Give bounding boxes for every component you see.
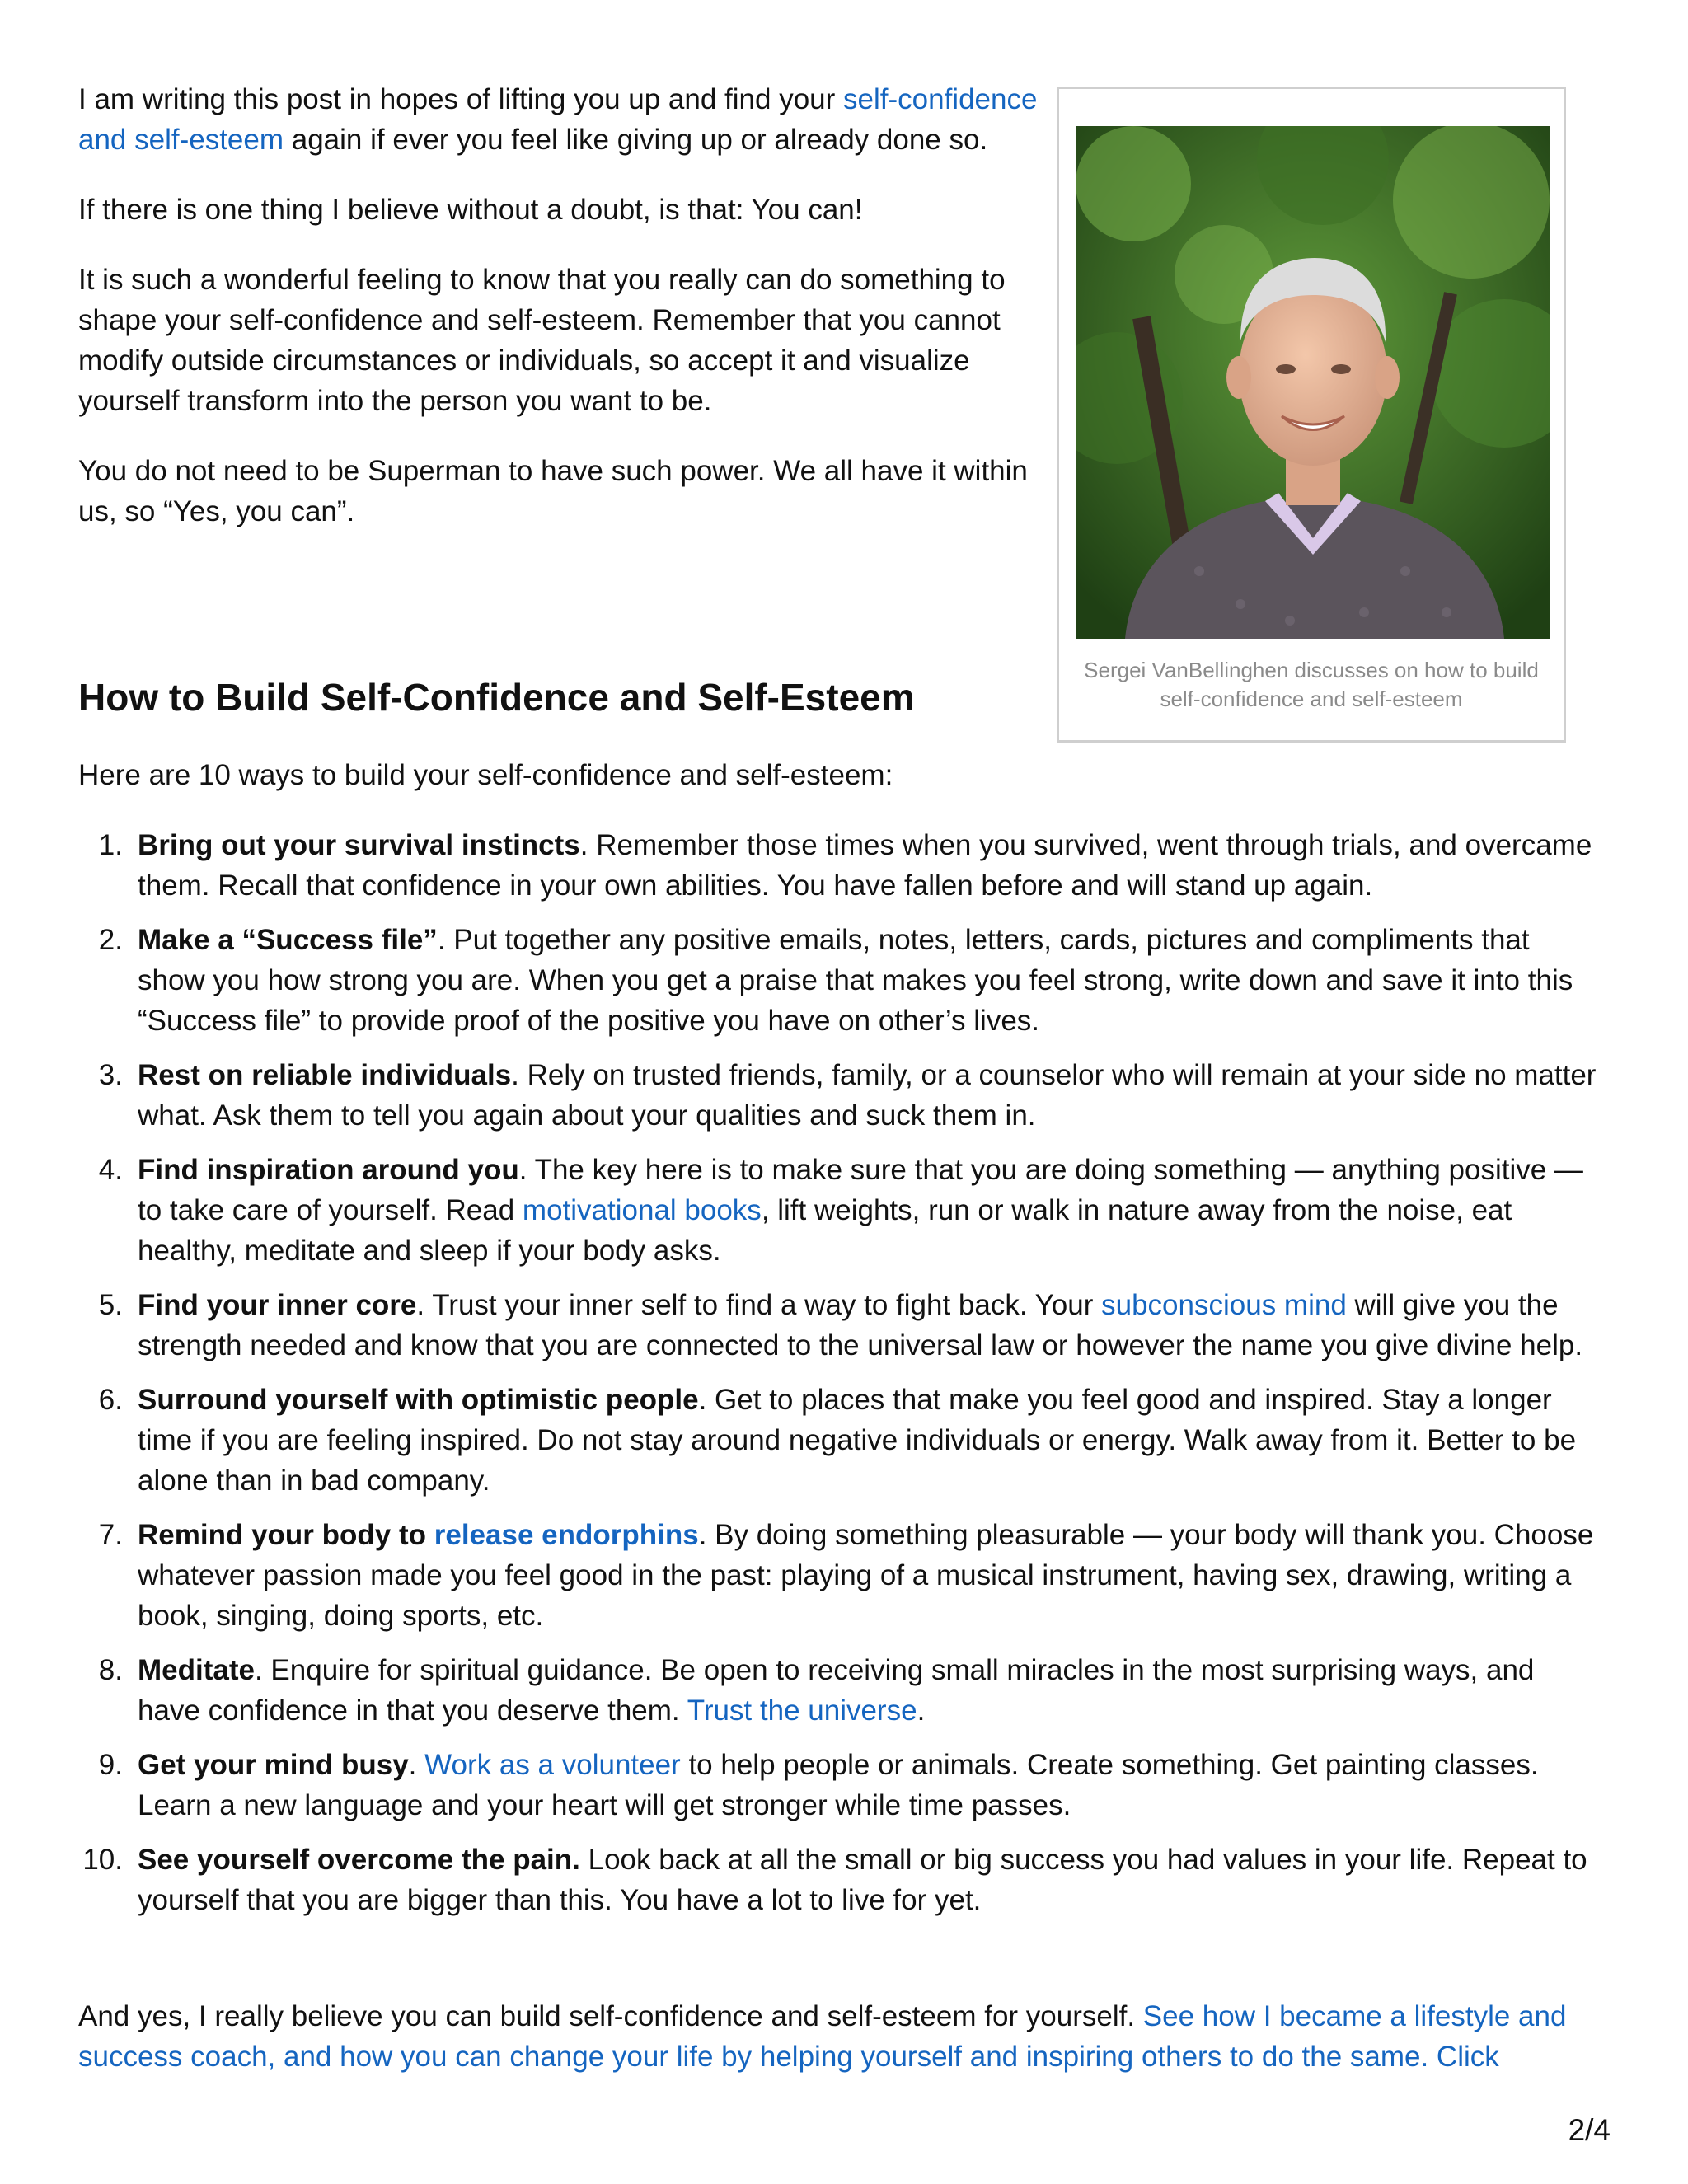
- trust-universe-link[interactable]: Trust the universe: [687, 1694, 917, 1727]
- list-item: [78, 1055, 1603, 1136]
- intro-paragraph-3: It is such a wonderful feeling to know that you really can do something to shape your self-confidence and self-esteem. Remember that you cannot modify outside circumstances or individuals, so accept it and visualize yourself transform into the person you want to be.: [78, 264, 1006, 417]
- item-title: Meditate: [138, 1654, 255, 1686]
- list-intro: Here are 10 ways to build your self-confidence and self-esteem:: [78, 759, 893, 791]
- list-number: 8 .: [78, 1650, 123, 1690]
- list-item: [78, 825, 1603, 906]
- intro-paragraph-4: You do not need to be Superman to have such power. We all have it within us, so “Yes, you can”.: [78, 455, 1028, 527]
- ways-list: [78, 825, 1603, 1934]
- item-text: . Remember those times when you survived, went through trials, and overcame them. Recall that confidence in your own abilities. You have fallen before and will stand up again.: [138, 829, 1592, 902]
- list-number: 4 .: [78, 1150, 123, 1190]
- item-text: . Put together any positive emails, notes, letters, cards, pictures and compliments that show you how strong you are. When you get a praise that makes you feel strong, write down and save it into this “Success file” to provide proof of the positive you have on other’s lives.: [138, 924, 1573, 1037]
- photo-caption: Sergei VanBellinghen discusses on how to build self-confidence and self-esteem: [1084, 658, 1539, 711]
- list-item: [78, 1515, 1603, 1636]
- item-text: . Trust your inner self to find a way to fight back. Your: [416, 1289, 1102, 1321]
- item-text: . Enquire for spiritual guidance. Be open to receiving small miracles in the most surprising ways, and have confidence in that you deserve them.: [138, 1654, 1535, 1727]
- item-title: See yourself overcome the pain.: [138, 1844, 580, 1876]
- list-item: [78, 1745, 1603, 1825]
- list-number: 6 .: [78, 1380, 123, 1420]
- item-title: Find inspiration around you: [138, 1154, 519, 1186]
- intro-text: I am writing this post in hopes of lifting you up and find your: [78, 83, 844, 115]
- section-heading: How to Build Self-Confidence and Self-Esteem: [78, 676, 915, 719]
- item-text: will give you the strength needed and know that you are connected to the universal law or however the name you give divine help.: [138, 1289, 1583, 1361]
- closing-paragraph: [78, 1996, 1628, 2077]
- intro-paragraph-2: If there is one thing I believe without a doubt, is that: You can!: [78, 194, 863, 226]
- item-text: . Rely on trusted friends, family, or a counselor who will remain at your side no matter what. Ask them to tell you again about your qualities and suck them in.: [138, 1059, 1597, 1132]
- list-item: [78, 920, 1603, 1041]
- item-text: . By doing something pleasurable — your body will thank you. Choose whatever passion made you feel good in the past: playing of a musical instrument, having sex, drawing, writing a book, singing, doing sports, etc.: [138, 1519, 1594, 1632]
- item-title: Find your inner core: [138, 1289, 417, 1321]
- item-text: Look back at all the small or big success you had values in your life. Repeat to yourself that you are bigger than this. You have a lot to live for yet.: [138, 1844, 1587, 1916]
- intro-text: again if ever you feel like giving up or already done so.: [284, 124, 988, 156]
- item-title: Get your mind busy: [138, 1749, 409, 1781]
- item-text: , lift weights, run or walk in nature away from the noise, eat healthy, meditate and sleep if your body asks.: [138, 1194, 1512, 1267]
- author-photo: [1076, 126, 1550, 639]
- item-text: . Get to places that make you feel good and inspired. Stay a longer time if you are feeling inspired. Do not stay around negative individuals or energy. Walk away from it. Better to be alone than in bad company.: [138, 1384, 1577, 1497]
- item-title: Bring out your survival instincts: [138, 829, 580, 861]
- intro-paragraph-1: [78, 79, 1043, 160]
- author-photo-figure: [1057, 87, 1566, 743]
- list-item: [78, 1285, 1603, 1366]
- list-number: 1 .: [78, 825, 123, 865]
- intro-section: [78, 79, 1043, 561]
- item-text: .: [408, 1749, 425, 1781]
- list-item: [78, 1150, 1603, 1271]
- item-title: Remind your body to: [138, 1519, 434, 1551]
- item-title: Surround yourself with optimistic people: [138, 1384, 699, 1416]
- self-confidence-link[interactable]: self-confidence and self-esteem: [78, 83, 1038, 156]
- page-number: 2/4: [1568, 2113, 1611, 2147]
- author-photo-image: [1076, 126, 1550, 639]
- closing-text: And yes, I really believe you can build self-confidence and self-esteem for yourself.: [78, 2000, 1143, 2032]
- volunteer-link[interactable]: Work as a volunteer: [424, 1749, 681, 1781]
- list-item: [78, 1650, 1603, 1731]
- list-number: 10 .: [78, 1840, 123, 1880]
- list-item: [78, 1380, 1603, 1501]
- list-number: 7 .: [78, 1515, 123, 1555]
- list-number: 5 .: [78, 1285, 123, 1325]
- item-text: to help people or animals. Create something. Get painting classes. Learn a new language and your heart will get stronger while time passes.: [138, 1749, 1539, 1821]
- item-title: Rest on reliable individuals: [138, 1059, 512, 1091]
- list-number: 2 .: [78, 920, 123, 960]
- list-number: 3 .: [78, 1055, 123, 1095]
- item-text: .: [917, 1694, 926, 1727]
- list-item: [78, 1840, 1603, 1920]
- subconscious-mind-link[interactable]: subconscious mind: [1101, 1289, 1347, 1321]
- release-endorphins-link[interactable]: release endorphins: [434, 1519, 699, 1551]
- item-text: . The key here is to make sure that you are doing something — anything positive — to take care of yourself. Read: [138, 1154, 1583, 1226]
- coach-story-link[interactable]: See how I became a lifestyle and success coach, and how you can change your life by helping yourself and inspiring others to do the same. Click: [78, 2000, 1567, 2073]
- item-title: Make a “Success file”: [138, 924, 438, 956]
- list-number: 9 .: [78, 1745, 123, 1785]
- motivational-books-link[interactable]: motivational books: [522, 1194, 762, 1226]
